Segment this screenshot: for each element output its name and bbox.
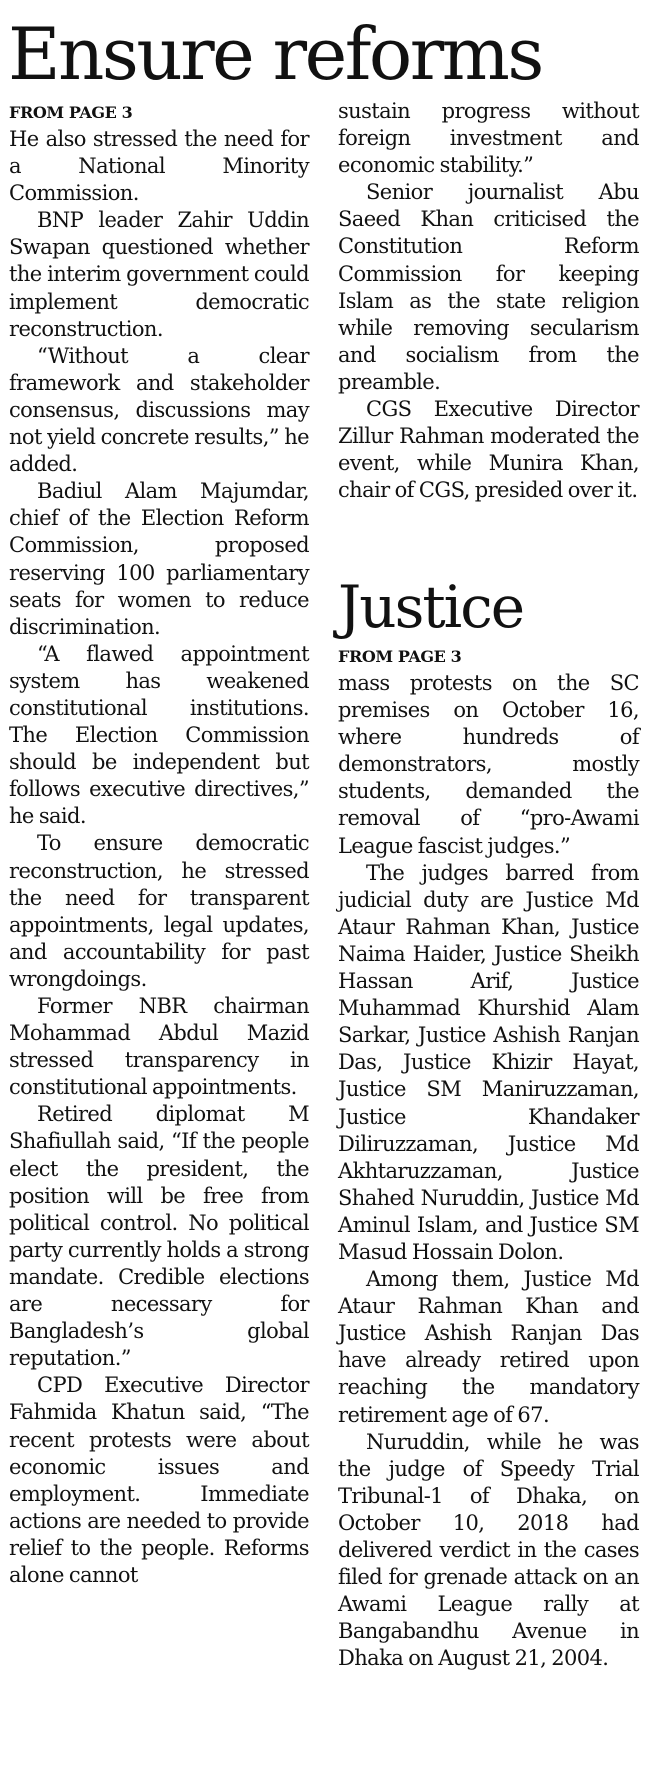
paragraph: BNP leader Zahir Uddin Swapan questioned whether the interim government could implement democratic reconstruction. — [9, 208, 309, 341]
paragraph: Badiul Alam Majumdar, chief of the Election Reform Commission, proposed reserving 100 parliamentary seats for women to reduce discrimination. — [9, 479, 309, 639]
paragraph: Senior journalist Abu Saeed Khan criticised the Constitution Reform Commission for keeping Islam as the state religion while removing secularism and socialism from the preamble. — [338, 180, 639, 394]
kicker-from-page: FROM PAGE 3 — [9, 103, 133, 122]
paragraph: “Without a clear framework and stakeholder consensus, discussions may not yield concrete results,” he added. — [9, 343, 309, 477]
article2-column — [338, 646, 639, 1672]
article1-right-column — [338, 98, 639, 504]
paragraph: “A flawed appointment system has weakened constitutional institutions. The Election Commission should be independent but follows executive directives,” he said. — [9, 641, 309, 829]
paragraph: Among them, Justice Md Ataur Rahman Khan and Justice Ashish Ranjan Das have already retired upon reaching the mandatory retirement age of 67. — [338, 1267, 639, 1427]
paragraph: Former NBR chairman Mohammad Abdul Mazid stressed transparency in constitutional appointments. — [9, 994, 309, 1100]
paragraph: The judges barred from judicial duty are Justice Md Ataur Rahman Khan, Justice Naima Haider, Justice Sheikh Hassan Arif, Justice Muhammad Khurshid Alam Sarkar, Justice Ashish Ranjan Das, Justice Khizir Hayat, Justice SM Maniruzzaman, Justice Khandaker Diliruzzaman, Justice Md Akhtaruzzaman, Justice Shahed Nuruddin, Justice Md Aminul Islam, and Justice SM Masud Hossain Dolon. — [338, 860, 639, 1264]
paragraph: CPD Executive Director Fahmida Khatun said, “The recent protests were about economic issues and employment. Immediate actions are needed to provide relief to the people. Reforms alone cannot — [9, 1373, 309, 1587]
headline-justice: Justice — [338, 573, 524, 641]
headline-ensure-reforms: Ensure reforms — [8, 12, 542, 96]
paragraph: He also stressed the need for a National Minority Commission. — [9, 127, 309, 206]
paragraph: Retired diplomat M Shafiullah said, “If the people elect the president, the position will be free from political control. No political party currently holds a strong mandate. Credible elections are necessary for Bangladesh’s global reputation.” — [9, 1102, 309, 1371]
article1-left-column — [9, 102, 309, 1589]
paragraph: Nuruddin, while he was the judge of Speedy Trial Tribunal-1 of Dhaka, on October 10, 2018 had delivered verdict in the cases filed for grenade attack on an Awami League rally at Bangabandhu Avenue in Dhaka on August 21, 2004. — [338, 1429, 639, 1671]
paragraph: mass protests on the SC premises on October 16, where hundreds of demonstrators, mostly students, demanded the removal of “pro-Awami League fascist judges.” — [338, 671, 639, 858]
paragraph: To ensure democratic reconstruction, he stressed the need for transparent appointments, legal updates, and accountability for past wrongdoings. — [9, 831, 309, 991]
kicker-from-page: FROM PAGE 3 — [338, 647, 462, 666]
paragraph: sustain progress without foreign investment and economic stability.” — [338, 99, 639, 178]
paragraph: CGS Executive Director Zillur Rahman moderated the event, while Munira Khan, chair of CGS, presided over it. — [338, 397, 639, 503]
